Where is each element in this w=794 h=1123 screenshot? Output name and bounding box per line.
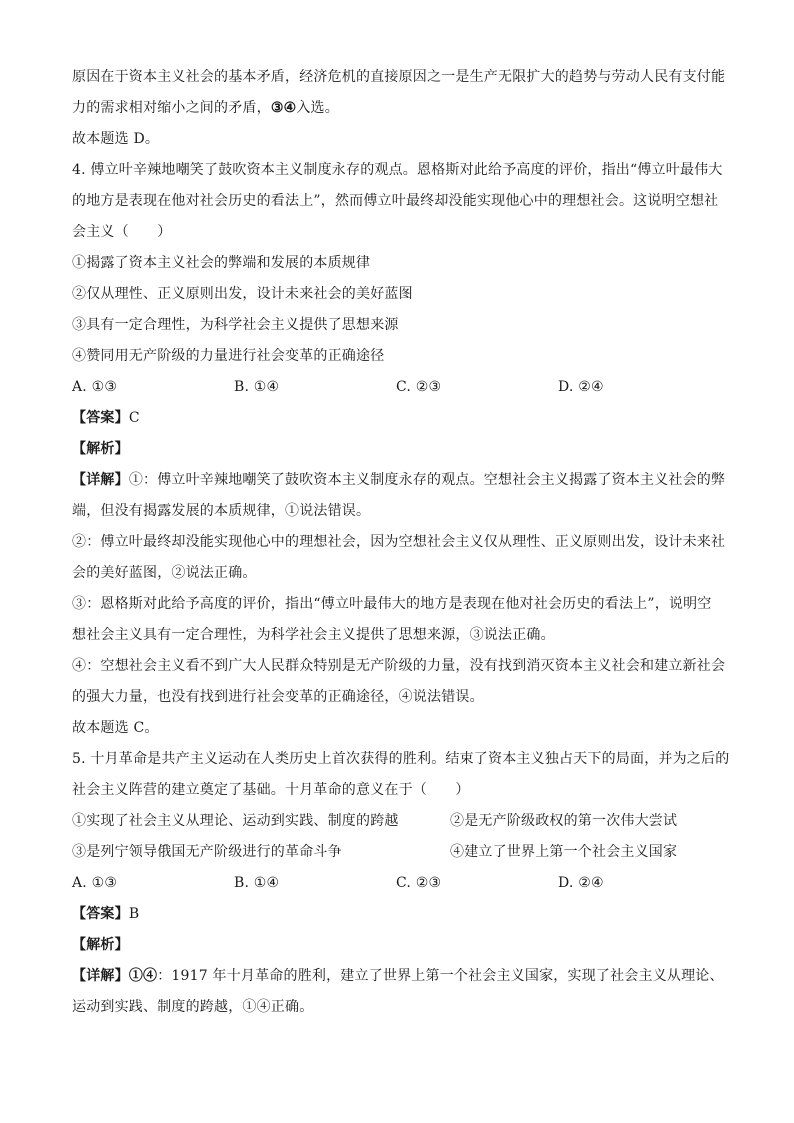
q4-options <box>72 372 722 403</box>
q4-detail-line: ②：傅立叶最终却没能实现他心中的理想社会，因为空想社会主义仅从理性、正义原则出发，设计未来社 <box>72 534 726 550</box>
q4-option-c: C. ②③ <box>396 379 442 395</box>
q4-detail-line: 想社会主义具有一定合理性，为科学社会主义提供了思想来源，③说法正确。 <box>72 627 555 643</box>
q4-item: ④赞同用无产阶级的力量进行社会变革的正确途径 <box>72 348 385 364</box>
q5-option-d: D. ②④ <box>558 875 604 891</box>
intro-line-1: 原因在于资本主义社会的基本矛盾，经济危机的直接原因之一是生产无限扩大的趋势与劳动人民有支付能 <box>72 69 726 85</box>
detail-label: 【详解】 <box>72 472 129 488</box>
q4-detail-line: 会的美好蓝图，②说法正确。 <box>72 565 257 581</box>
q5-item: ③是列宁领导俄国无产阶级进行的革命斗争 <box>72 844 342 860</box>
detail-label: 【详解】 <box>72 968 129 984</box>
detail-text: ①：傅立叶辛辣地嘲笑了鼓吹资本主义制度永存的观点。空想社会主义揭露了资本主义社会的弊 <box>128 472 726 488</box>
q5-options <box>72 868 722 899</box>
intro-conclusion: 故本题选 D。 <box>72 131 160 147</box>
q4-analysis-label: 【解析】 <box>72 441 129 457</box>
q5-option-b: B. ①④ <box>234 875 280 891</box>
q4-stem-line: 4. 傅立叶辛辣地嘲笑了鼓吹资本主义制度永存的观点。恩格斯对此给予高度的评价，指出“傅立叶最伟大 <box>72 162 723 178</box>
q4-stem-line: 会主义（ ） <box>72 224 172 240</box>
q4-option-b: B. ①④ <box>234 379 280 395</box>
q4-detail-line: ③：恩格斯对此给予高度的评价，指出“傅立叶最伟大的地方是表现在他对社会历史的看法上”，说明空 <box>72 596 712 612</box>
intro-text-end: 入选。 <box>296 100 339 116</box>
answer-value: B <box>128 906 140 922</box>
answer-label: 【答案】 <box>72 410 129 426</box>
q4-stem-line: 的地方是表现在他对社会历史的看法上”，然而傅立叶最终却没能实现他心中的理想社会。这说明空想社 <box>72 193 719 209</box>
q5-items-row <box>72 837 722 868</box>
q5-item: ②是无产阶级政权的第一次伟大尝试 <box>450 813 678 829</box>
intro-line-2 <box>72 93 722 124</box>
answer-value: C <box>128 410 140 426</box>
q4-option-d: D. ②④ <box>558 379 604 395</box>
q4-answer <box>72 403 722 434</box>
q5-detail-line: 运动到实践、制度的跨越，①④正确。 <box>72 999 314 1015</box>
q5-stem-line: 5. 十月革命是共产主义运动在人类历史上首次获得的胜利。结束了资本主义独占天下的局面，并为之后的 <box>72 751 730 767</box>
document-page <box>72 62 730 1023</box>
q5-option-a: A. ①③ <box>72 875 118 891</box>
q4-detail-line <box>72 465 726 496</box>
q5-analysis-label: 【解析】 <box>72 937 129 953</box>
q5-option-c: C. ②③ <box>396 875 442 891</box>
q4-item: ①揭露了资本主义社会的弊端和发展的本质规律 <box>72 255 371 271</box>
q5-detail-line <box>72 961 722 992</box>
q5-stem-line: 社会主义阵营的建立奠定了基础。十月革命的意义在于（ ） <box>72 782 470 798</box>
answer-label: 【答案】 <box>72 906 129 922</box>
q5-answer <box>72 899 722 930</box>
q5-items-row <box>72 806 722 837</box>
q4-item: ③具有一定合理性，为科学社会主义提供了思想来源 <box>72 317 399 333</box>
q5-item: ④建立了世界上第一个社会主义国家 <box>450 844 678 860</box>
q5-item: ①实现了社会主义从理论、运动到实践、制度的跨越 <box>72 813 399 829</box>
intro-bold-choice: ③④ <box>270 100 297 116</box>
q4-detail-line: 端，但没有揭露发展的本质规律，①说法错误。 <box>72 503 371 519</box>
q4-detail-line: 的强大力量，也没有找到进行社会变革的正确途径，④说法错误。 <box>72 689 484 705</box>
intro-text: 力的需求相对缩小之间的矛盾， <box>72 100 271 116</box>
detail-bold-choice: ①④ <box>128 968 158 984</box>
q4-item: ②仅从理性、正义原则出发，设计未来社会的美好蓝图 <box>72 286 413 302</box>
q4-conclusion: 故本题选 C。 <box>72 720 159 736</box>
detail-text: ：1917 年十月革命的胜利，建立了世界上第一个社会主义国家，实现了社会主义从理论、 <box>157 968 724 984</box>
q4-option-a: A. ①③ <box>72 379 118 395</box>
q4-detail-line: ④：空想社会主义看不到广大人民群众特别是无产阶级的力量，没有找到消灭资本主义社会和建立新社会 <box>72 658 726 674</box>
